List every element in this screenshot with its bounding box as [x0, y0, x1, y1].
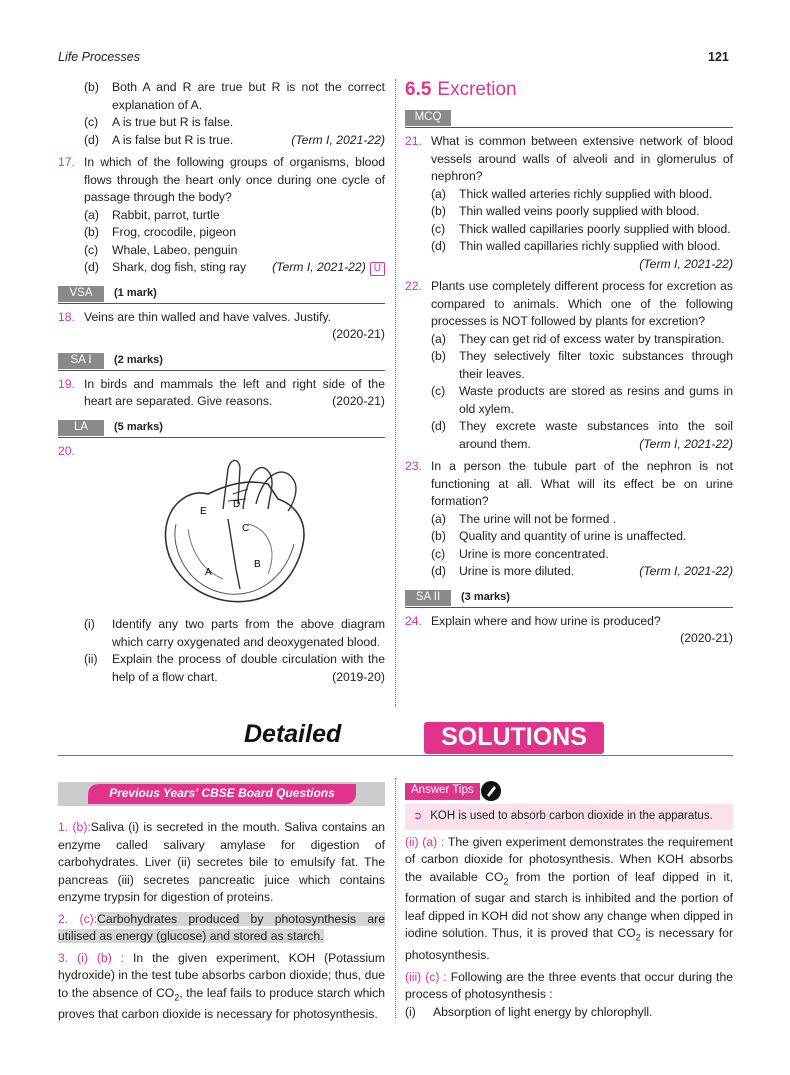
left-column: (b) Both A and R are true but R is not the correct explanation of A. (c) A is true but R is false. (d) A is false but R is true. (Term I, 2021-22) 17. In which of the following groups of organisms, blood flows through the heart only once during one cycle of passage through the body? (a) Rabbit, parrot, turtle (b) Frog, crocodile, pigeon (c) Whale, Labeo, penguin (d) Shark, dog fish, sting ray (Term I, 2021-22) U VSA (1 mark) 18. Veins are thin walled and have valves. Justify. (2020-21) SA I (2 marks) 19. In birds and mammals the left and right side of the heart are separated. Give reasons. (2020-21) LA (5 marks) 20. E D C B A (i) Identify any two parts from the above diagram which carry oxygenated and deoxygenated blood. (ii) Explain the process of double circulation with the help of a flow chart. (2019-20) — [58, 79, 385, 686]
pen-icon — [480, 780, 502, 802]
option: (b) They selectively filter toxic substances through their leaves. — [431, 349, 733, 381]
option: (b) Thin walled veins poorly supplied with blood. — [431, 204, 700, 218]
question-24: 24. Explain where and how urine is produced? — [405, 613, 661, 628]
option: (b) Quality and quantity of urine is unaffected. — [431, 529, 687, 543]
option: (c) Whale, Labeo, penguin — [84, 242, 238, 257]
answer-1: 1. (b):Saliva (i) is secreted in the mouth. Saliva contains an enzyme called salivary amylase for digestion of carbohydrates. Liver (ii) secretes bile to emulsify fat. The pancreas (iii) secretes pancreatic juice which contains enzyme trypsin for digestion of proteins. — [58, 820, 386, 904]
label-c: C — [242, 522, 250, 534]
label-a: A — [205, 566, 212, 578]
understanding-badge: U — [370, 262, 385, 276]
option: (d) Shark, dog fish, sting ray (Term I, 2021-22) U — [84, 259, 385, 277]
option: (d) A is false but R is true. (Term I, 2021-22) — [84, 132, 385, 147]
option: (a) Thick walled arteries richly supplied with blood. — [431, 186, 713, 201]
year-ref: (2020-21) — [680, 631, 733, 645]
column-divider — [395, 79, 396, 707]
section-mcq: MCQ — [405, 109, 733, 128]
question-22: 22. Plants use completely different process for excretion as compared to animals. Which one of the following processes is NOT followed by plants for excretion? — [405, 279, 733, 328]
option: (c) A is true but R is false. — [84, 115, 234, 129]
solutions-right — [405, 780, 733, 1021]
option: (c) Urine is more concentrated. — [431, 546, 609, 561]
question-23: 23. In a person the tubule part of the nephron is not functioning at all. What will its effect be on urine formation? — [405, 459, 733, 508]
option: (c) Waste products are stored as resins and gums in old xylem. — [431, 384, 733, 416]
section-sa2: SA II (3 marks) — [405, 589, 733, 608]
label-d: D — [233, 498, 241, 510]
label-e: E — [200, 505, 207, 517]
right-column — [405, 79, 733, 648]
option: (d) Urine is more diluted. (Term I, 2021-22) — [431, 564, 733, 578]
option: (a) The urine will not be formed . — [431, 511, 617, 526]
answer-3: 3. (i) (b) : In the given experiment, KOH (Potassium hydroxide) in the test tube absorbs carbon dioxide; thus, due to the absence of $CO_2$, the leaf fails to produce starch which proves that carbon dioxide is necessary for photosynthesis. — [58, 950, 385, 1022]
option: (d) Thin walled capillaries richly supplied with blood. (Term I, 2021-22) — [431, 239, 733, 271]
question-21: 21. What is common between extensive network of blood vessels around walls of alveoli and in glomerulus of nephron? — [405, 134, 733, 183]
question-19: 19. In birds and mammals the left and right side of the heart are separated. Give reasons. (2020-21) — [58, 376, 385, 408]
option: (d) They excrete waste substances into the soil around them. (Term I, 2021-22) — [431, 419, 733, 451]
option: (c) Thick walled capillaries poorly supplied with blood. — [431, 221, 731, 236]
option: (b) Frog, crocodile, pigeon — [84, 225, 236, 239]
year-ref: (2020-21) — [332, 327, 385, 341]
option: (i) Absorption of light energy by chlorophyll. — [405, 1004, 653, 1019]
answer-2: 2. (c):Carbohydrates produced by photosynthesis are utilised as energy (glucose) and stored as starch. — [58, 911, 386, 943]
solutions-left — [58, 815, 385, 1024]
label-b: B — [254, 558, 261, 570]
answer-tips-header: Answer Tips — [405, 780, 733, 802]
answer-tips-box: ➲ KOH is used to absorb carbon dioxide in the apparatus. — [405, 804, 733, 830]
answer-3-iii: (iii) (c) : Following are the three events that occur during the process of photosynthesis : — [405, 969, 734, 1002]
running-header: Life Processes — [58, 50, 140, 64]
arrow-icon: ➲ — [413, 810, 423, 822]
option: (a) Rabbit, parrot, turtle — [84, 207, 220, 222]
page-number: 121 — [708, 50, 729, 64]
section-vsa: VSA (1 mark) — [58, 285, 385, 304]
option: (a) They can get rid of excess water by transpiration. — [431, 331, 725, 346]
column-divider — [395, 778, 396, 1018]
detailed-solutions-banner: Detailed SOLUTIONS — [58, 722, 733, 758]
heart-diagram — [128, 449, 363, 607]
option: (ii) Explain the process of double circulation with the help of a flow chart. (2019-20) — [84, 652, 385, 684]
option: (i) Identify any two parts from the above diagram which carry oxygenated and deoxygenated blood. — [84, 617, 385, 649]
pyq-banner: Previous Years' CBSE Board Questions — [58, 782, 385, 806]
option: (b) Both A and R are true but R is not the correct explanation of A. — [84, 80, 385, 112]
section-la: LA (5 marks) — [58, 419, 385, 438]
question-17: 17. In which of the following groups of organisms, blood flows through the heart only once during one cycle of passage through the body? — [58, 155, 385, 204]
answer-3-ii: (ii) (a) : The given experiment demonstrates the requirement of carbon dioxide for photosynthesis. When KOH absorbs the available $CO_2$ from the portion of leaf dipped in it, formation of sugar and starch is inhibited and the portion of leaf dipped in KOH did not show any change when dipped in iodine solution. Thus, it is proved that $CO_2$ is necessary for photosynthesis. — [405, 834, 734, 963]
question-18: 18. Veins are thin walled and have valves. Justify. — [58, 309, 332, 324]
solutions-badge: SOLUTIONS — [424, 722, 604, 754]
section-sa1: SA I (2 marks) — [58, 352, 385, 371]
section-title: 6.5 Excretion — [405, 79, 517, 100]
